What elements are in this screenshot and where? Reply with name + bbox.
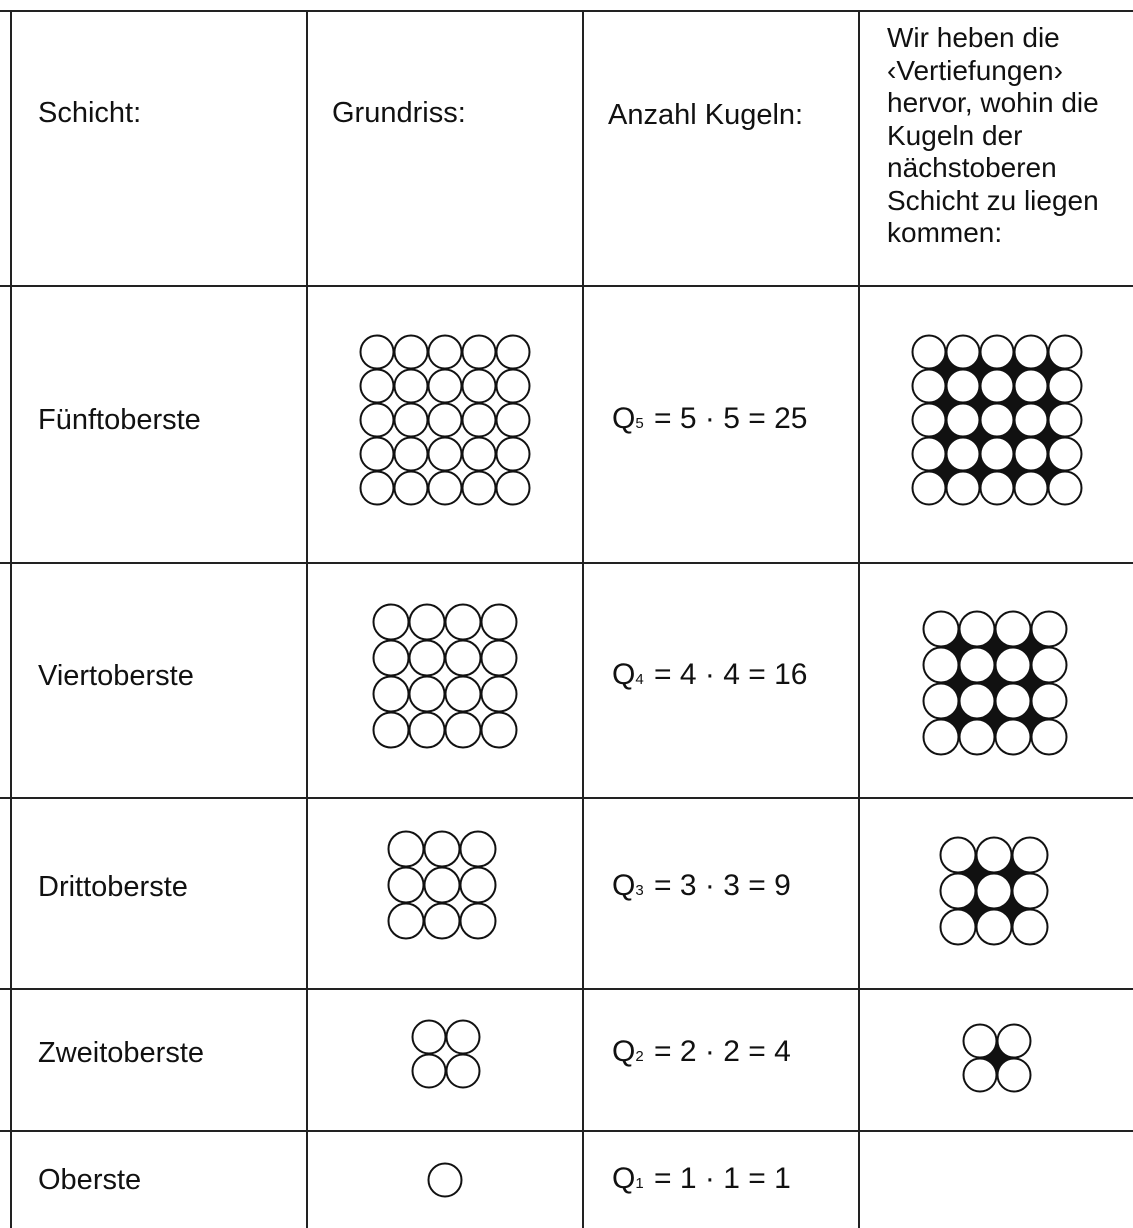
header-hollows: Wir heben die ‹Vertiefungen› hervor, wohin die Kugeln der nächstoberen Schicht zu liegen kommen: — [887, 22, 1099, 248]
layer-label-5: Fünftoberste — [38, 404, 201, 436]
count-formula-5: Q5 = 5 · 5 = 25 — [612, 402, 808, 435]
sphere-circle — [964, 1059, 997, 1092]
layer-label-3: Drittoberste — [38, 871, 188, 903]
sphere-circle — [998, 1059, 1031, 1092]
count-formula-3: Q3 = 3 · 3 = 9 — [612, 869, 791, 902]
count-formula-4: Q4 = 4 · 4 = 16 — [612, 658, 808, 691]
header-layer: Schicht: — [38, 97, 142, 129]
layer-label-4: Viertoberste — [38, 660, 194, 692]
sphere-circle — [998, 1025, 1031, 1058]
header-plan: Grundriss: — [332, 97, 466, 129]
layer-label-2: Zweitoberste — [38, 1037, 205, 1069]
sphere-circle — [964, 1025, 997, 1058]
layer-label-1: Oberste — [38, 1164, 142, 1196]
count-formula-2: Q2 = 2 · 2 = 4 — [612, 1035, 791, 1068]
count-formula-1: Q1 = 1 · 1 = 1 — [612, 1162, 791, 1195]
header-count: Anzahl Kugeln: — [608, 99, 804, 131]
